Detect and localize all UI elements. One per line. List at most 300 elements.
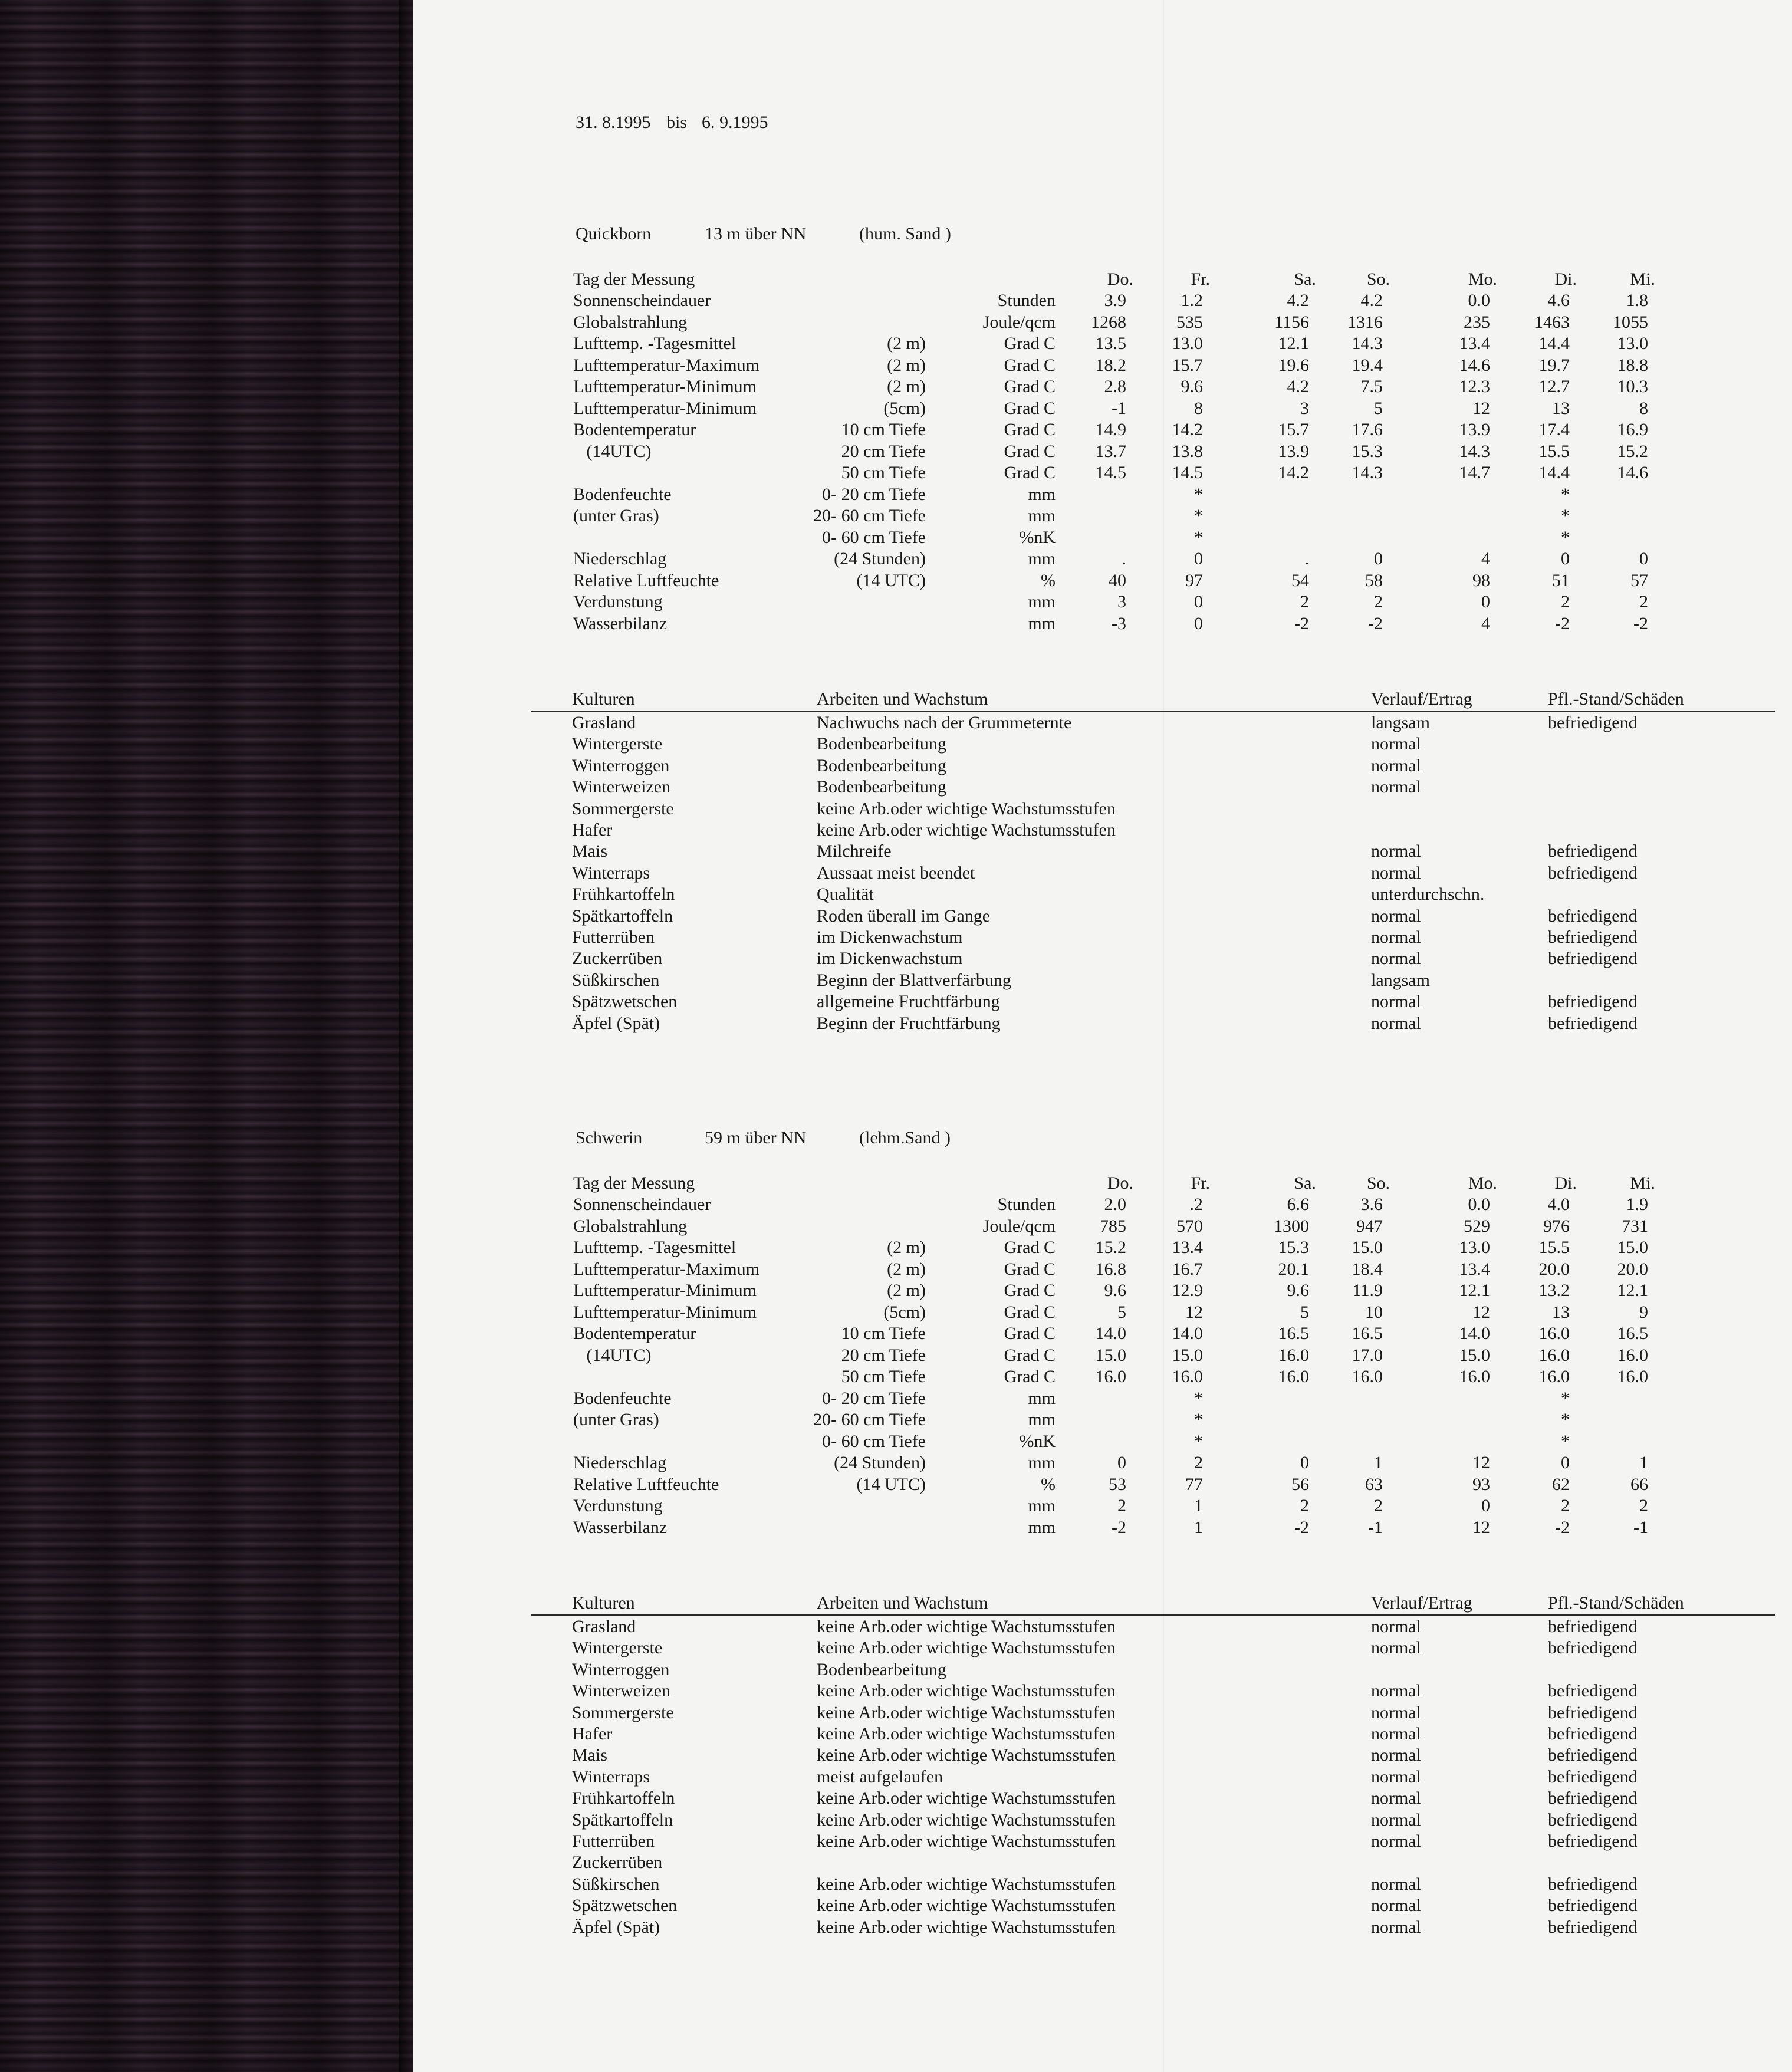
row-label: Lufttemperatur-Maximum: [573, 355, 759, 375]
cell-value: 13.9: [1459, 420, 1490, 439]
crop-cell: normal: [1371, 1638, 1421, 1658]
cell-value: 9.6: [1287, 1281, 1309, 1300]
cell-value: *: [1561, 506, 1570, 525]
cell-value: 4.2: [1360, 291, 1383, 310]
cell-value: 18.8: [1617, 355, 1648, 375]
crop-cell: normal: [1371, 1745, 1421, 1765]
cell-value: 14.9: [1095, 420, 1126, 439]
cell-value: 16.8: [1095, 1259, 1126, 1279]
crop-cell: keine Arb.oder wichtige Wachstumsstufen: [817, 1917, 1116, 1937]
cell-value: -2: [1294, 613, 1309, 633]
crop-cell: im Dickenwachstum: [817, 949, 963, 969]
row-label: (14UTC): [573, 441, 652, 461]
crop-cell: Winterroggen: [572, 1659, 670, 1679]
row-sub: 10 cm Tiefe: [841, 420, 926, 439]
cell-value: 8: [1639, 398, 1648, 418]
crop-cell: befriedigend: [1548, 1896, 1638, 1916]
cell-value: 2: [1374, 592, 1383, 611]
cell-value: 4.2: [1287, 291, 1309, 310]
period-bis: bis: [666, 113, 688, 132]
row-unit: Stunden: [997, 291, 1056, 310]
cell-value: 16.0: [1352, 1367, 1383, 1386]
cell-value: 40: [1109, 570, 1126, 590]
crops-header-0: Kulturen: [572, 1593, 635, 1613]
cell-value: 14.3: [1352, 463, 1383, 482]
crop-cell: allgemeine Fruchtfärbung: [817, 992, 1000, 1012]
row-unit: Grad C: [1004, 1281, 1056, 1300]
crop-cell: meist aufgelaufen: [817, 1767, 943, 1787]
crop-cell: Grasland: [572, 713, 636, 732]
crop-cell: normal: [1371, 1896, 1421, 1916]
crop-cell: Mais: [572, 841, 607, 861]
cell-value: 3: [1117, 592, 1126, 611]
cell-value: 17.6: [1352, 420, 1383, 439]
cell-value: 16.7: [1172, 1259, 1203, 1279]
cell-value: 15.5: [1538, 441, 1570, 461]
cell-value: 2: [1639, 592, 1648, 611]
crop-cell: Nachwuchs nach der Grummeternte: [817, 713, 1072, 732]
crop-cell: befriedigend: [1548, 1724, 1638, 1744]
cell-value: 0: [1300, 1453, 1309, 1472]
crop-cell: normal: [1371, 1810, 1421, 1830]
crop-cell: befriedigend: [1548, 992, 1638, 1012]
row-unit: Grad C: [1004, 377, 1056, 396]
row-label: Niederschlag: [573, 549, 667, 568]
crop-cell: keine Arb.oder wichtige Wachstumsstufen: [817, 1617, 1116, 1636]
crop-cell: keine Arb.oder wichtige Wachstumsstufen: [817, 1831, 1116, 1851]
row-label: Globalstrahlung: [573, 1216, 688, 1236]
crop-cell: Hafer: [572, 820, 613, 840]
crop-cell: normal: [1371, 1617, 1421, 1636]
crop-cell: keine Arb.oder wichtige Wachstumsstufen: [817, 1745, 1116, 1765]
row-label: Lufttemperatur-Minimum: [573, 377, 757, 396]
row-unit: mm: [1028, 484, 1056, 504]
cell-value: 0: [1561, 549, 1570, 568]
cell-value: 93: [1472, 1474, 1490, 1494]
cell-value: 0: [1374, 549, 1383, 568]
cell-value: 16.0: [1538, 1324, 1570, 1343]
cell-value: 10.3: [1617, 377, 1648, 396]
cell-value: 14.7: [1459, 463, 1490, 482]
station-name: Quickborn: [576, 224, 652, 244]
row-unit: mm: [1028, 592, 1056, 611]
crop-cell: Spätkartoffeln: [572, 1810, 673, 1830]
crop-cell: normal: [1371, 928, 1421, 947]
cell-value: 4.2: [1287, 377, 1309, 396]
cell-value: 54: [1291, 570, 1309, 590]
row-sub: 0- 20 cm Tiefe: [822, 1388, 926, 1408]
row-unit: mm: [1028, 506, 1056, 525]
cell-value: 1: [1194, 1517, 1203, 1537]
crops-divider: [531, 711, 1775, 712]
cell-value: 535: [1176, 312, 1203, 332]
cell-value: 14.2: [1172, 420, 1203, 439]
cell-value: -1: [1368, 1517, 1383, 1537]
crop-cell: Aussaat meist beendet: [817, 863, 975, 883]
cell-value: 13: [1552, 1302, 1570, 1322]
row-sub: (2 m): [887, 355, 926, 375]
row-unit: mm: [1028, 1453, 1056, 1472]
cell-value: 98: [1472, 570, 1490, 590]
cell-value: 947: [1356, 1216, 1383, 1236]
cell-value: 731: [1622, 1216, 1648, 1236]
cell-value: 235: [1464, 312, 1490, 332]
cell-value: 14.2: [1278, 463, 1309, 482]
cell-value: 6.6: [1287, 1195, 1309, 1214]
crop-cell: Winterweizen: [572, 1681, 671, 1701]
cell-value: 11.9: [1352, 1281, 1383, 1300]
cell-value: 19.6: [1278, 355, 1309, 375]
crop-cell: Frühkartoffeln: [572, 1788, 675, 1808]
day-header-3: So.: [1366, 269, 1390, 289]
cell-value: 0: [1481, 1496, 1490, 1515]
cell-value: -2: [1368, 613, 1383, 633]
crop-cell: Winterraps: [572, 863, 650, 883]
row-label: Niederschlag: [573, 1453, 667, 1472]
crop-cell: Winterweizen: [572, 777, 671, 797]
cell-value: 16.9: [1617, 420, 1648, 439]
crop-cell: Bodenbearbeitung: [817, 734, 946, 754]
cell-value: 20.0: [1617, 1259, 1648, 1279]
crop-cell: im Dickenwachstum: [817, 928, 963, 947]
cell-value: 14.3: [1352, 334, 1383, 353]
row-unit: Grad C: [1004, 463, 1056, 482]
row-sub: (2 m): [887, 1281, 926, 1300]
crop-cell: befriedigend: [1548, 863, 1638, 883]
cell-value: 13.8: [1172, 441, 1203, 461]
crop-cell: keine Arb.oder wichtige Wachstumsstufen: [817, 820, 1116, 840]
cell-value: 12.9: [1172, 1281, 1203, 1300]
row-label: Lufttemperatur-Minimum: [573, 398, 757, 418]
row-label: (14UTC): [573, 1345, 652, 1365]
cell-value: 1316: [1347, 312, 1383, 332]
row-label: Wasserbilanz: [573, 1517, 668, 1537]
row-sub: 10 cm Tiefe: [841, 1324, 926, 1343]
crop-cell: keine Arb.oder wichtige Wachstumsstufen: [817, 1724, 1116, 1744]
station-soil: (hum. Sand ): [859, 224, 951, 244]
cell-value: 14.0: [1172, 1324, 1203, 1343]
row-sub: 0- 60 cm Tiefe: [822, 1431, 926, 1451]
cell-value: 12: [1472, 1453, 1490, 1472]
row-sub: (2 m): [887, 377, 926, 396]
cell-value: 14.6: [1459, 355, 1490, 375]
cell-value: 5: [1374, 398, 1383, 418]
crop-cell: befriedigend: [1548, 1788, 1638, 1808]
station-soil: (lehm.Sand ): [859, 1128, 951, 1147]
crop-cell: Bodenbearbeitung: [817, 1659, 946, 1679]
station-elevation: 13 m über NN: [705, 224, 807, 244]
cell-value: 14.3: [1459, 441, 1490, 461]
crop-cell: Spätkartoffeln: [572, 906, 673, 926]
cell-value: 16.0: [1538, 1367, 1570, 1386]
crop-cell: unterdurchschn.: [1371, 884, 1485, 905]
cell-value: 14.0: [1095, 1324, 1126, 1343]
cell-value: 15.0: [1352, 1238, 1383, 1257]
crop-cell: Äpfel (Spät): [572, 1917, 660, 1937]
crop-cell: normal: [1371, 949, 1421, 969]
crop-cell: keine Arb.oder wichtige Wachstumsstufen: [817, 1810, 1116, 1830]
row-label: Lufttemperatur-Maximum: [573, 1259, 759, 1279]
cell-value: 97: [1185, 570, 1203, 590]
cell-value: 0.0: [1468, 291, 1490, 310]
cell-value: -1: [1112, 398, 1126, 418]
crop-cell: Futterrüben: [572, 1831, 655, 1851]
cell-value: 1156: [1274, 312, 1309, 332]
cell-value: 2: [1639, 1496, 1648, 1515]
cell-value: 16.5: [1617, 1324, 1648, 1343]
cell-value: 17.4: [1538, 420, 1570, 439]
row-unit: mm: [1028, 1496, 1056, 1515]
cell-value: -2: [1555, 613, 1570, 633]
row-unit: Grad C: [1004, 334, 1056, 353]
cell-value: 12: [1472, 398, 1490, 418]
cell-value: *: [1194, 506, 1203, 525]
row-label: Globalstrahlung: [573, 312, 688, 332]
cell-value: 9: [1639, 1302, 1648, 1322]
cell-value: 9.6: [1181, 377, 1203, 396]
crop-cell: Mais: [572, 1745, 607, 1765]
cell-value: 16.5: [1352, 1324, 1383, 1343]
crops-header-1: Arbeiten und Wachstum: [817, 1593, 988, 1613]
cell-value: 1268: [1091, 312, 1126, 332]
cell-value: -2: [1112, 1517, 1126, 1537]
row-label: Lufttemperatur-Minimum: [573, 1281, 757, 1300]
row-unit: Grad C: [1004, 420, 1056, 439]
cell-value: 12.1: [1617, 1281, 1648, 1300]
day-header-2: Sa.: [1294, 269, 1316, 289]
day-header-5: Di.: [1554, 269, 1577, 289]
document-page: [413, 0, 1792, 2072]
row-unit: Grad C: [1004, 441, 1056, 461]
crop-cell: befriedigend: [1548, 1013, 1638, 1033]
cell-value: 2.8: [1104, 377, 1126, 396]
row-unit: Grad C: [1004, 1367, 1056, 1386]
crop-cell: Hafer: [572, 1724, 613, 1744]
row-label: Sonnenscheindauer: [573, 1195, 711, 1214]
row-unit: Grad C: [1004, 398, 1056, 418]
cell-value: 3.6: [1360, 1195, 1383, 1214]
row-unit: Joule/qcm: [982, 312, 1056, 332]
crop-cell: Süßkirschen: [572, 970, 660, 990]
cell-value: 16.0: [1172, 1367, 1203, 1386]
crop-cell: normal: [1371, 1013, 1421, 1033]
cell-value: 14.4: [1538, 463, 1570, 482]
row-sub: 50 cm Tiefe: [841, 1367, 926, 1386]
row-unit: mm: [1028, 1517, 1056, 1537]
day-header-2: Sa.: [1294, 1173, 1316, 1193]
cell-value: 16.0: [1278, 1345, 1309, 1365]
crops-header-1: Arbeiten und Wachstum: [817, 689, 988, 709]
row-unit: Grad C: [1004, 1238, 1056, 1257]
cell-value: 2: [1561, 592, 1570, 611]
cell-value: 4.6: [1547, 291, 1570, 310]
cell-value: *: [1561, 1388, 1570, 1408]
cell-value: -1: [1633, 1517, 1648, 1537]
station-name: Schwerin: [576, 1128, 643, 1147]
crop-cell: befriedigend: [1548, 1681, 1638, 1701]
crops-header-2: Verlauf/Ertrag: [1371, 1593, 1472, 1613]
crops-header-2: Verlauf/Ertrag: [1371, 689, 1472, 709]
crop-cell: befriedigend: [1548, 906, 1638, 926]
row-sub: (5cm): [883, 1302, 926, 1322]
crop-cell: Zuckerrüben: [572, 949, 663, 969]
cell-value: 0: [1639, 549, 1648, 568]
cell-value: 15.3: [1278, 1238, 1309, 1257]
crop-cell: Frühkartoffeln: [572, 884, 675, 905]
crop-cell: befriedigend: [1548, 1767, 1638, 1787]
cell-value: 12.7: [1538, 377, 1570, 396]
cell-value: 16.0: [1617, 1367, 1648, 1386]
day-header-6: Mi.: [1630, 269, 1655, 289]
crop-cell: normal: [1371, 906, 1421, 926]
crop-cell: normal: [1371, 1767, 1421, 1787]
cell-value: 15.0: [1459, 1345, 1490, 1365]
cell-value: 0: [1117, 1453, 1126, 1472]
cell-value: 1.8: [1626, 291, 1648, 310]
row-unit: Stunden: [997, 1195, 1056, 1214]
crop-cell: Wintergerste: [572, 734, 663, 754]
row-label: Bodentemperatur: [573, 420, 696, 439]
crop-cell: Spätzwetschen: [572, 992, 678, 1012]
crop-cell: Bodenbearbeitung: [817, 755, 946, 775]
cell-value: 976: [1543, 1216, 1570, 1236]
cell-value: 12: [1472, 1517, 1490, 1537]
cell-value: 16.0: [1095, 1367, 1126, 1386]
cell-value: 13.4: [1459, 334, 1490, 353]
cell-value: 58: [1365, 570, 1383, 590]
cell-value: 0: [1481, 592, 1490, 611]
cell-value: 13.0: [1172, 334, 1203, 353]
row-unit: Grad C: [1004, 355, 1056, 375]
crop-cell: befriedigend: [1548, 1831, 1638, 1851]
scan-border: [0, 0, 413, 2072]
row-unit: Joule/qcm: [982, 1216, 1056, 1236]
row-sub: (24 Stunden): [834, 1453, 926, 1472]
cell-value: -2: [1294, 1517, 1309, 1537]
crop-cell: Beginn der Fruchtfärbung: [817, 1013, 1001, 1033]
cell-value: 12: [1472, 1302, 1490, 1322]
day-header-1: Fr.: [1191, 1173, 1210, 1193]
cell-value: 0: [1194, 549, 1203, 568]
cell-value: 2: [1561, 1496, 1570, 1515]
cell-value: 0: [1194, 613, 1203, 633]
crop-cell: normal: [1371, 1702, 1421, 1722]
crop-cell: Futterrüben: [572, 928, 655, 947]
row-label: (unter Gras): [573, 506, 659, 525]
crop-cell: befriedigend: [1548, 1874, 1638, 1894]
crop-cell: langsam: [1371, 970, 1430, 990]
cell-value: 0.0: [1468, 1195, 1490, 1214]
cell-value: 9.6: [1104, 1281, 1126, 1300]
cell-value: 15.7: [1278, 420, 1309, 439]
cell-value: 1055: [1613, 312, 1648, 332]
crop-cell: Süßkirschen: [572, 1874, 660, 1894]
cell-value: 1.9: [1626, 1195, 1648, 1214]
cell-value: *: [1561, 527, 1570, 547]
row-unit: Grad C: [1004, 1345, 1056, 1365]
cell-value: -2: [1633, 613, 1648, 633]
cell-value: 14.4: [1538, 334, 1570, 353]
crop-cell: Sommergerste: [572, 1702, 674, 1722]
cell-value: 785: [1100, 1216, 1126, 1236]
cell-value: -3: [1112, 613, 1126, 633]
row-label: Verdunstung: [573, 1496, 663, 1515]
cell-value: 53: [1109, 1474, 1126, 1494]
cell-value: 14.6: [1617, 463, 1648, 482]
crop-cell: befriedigend: [1548, 1810, 1638, 1830]
cell-value: 56: [1291, 1474, 1309, 1494]
cell-value: 15.2: [1617, 441, 1648, 461]
cell-value: 3.9: [1104, 291, 1126, 310]
row-sub: 20 cm Tiefe: [841, 1345, 926, 1365]
row-label: (unter Gras): [573, 1410, 659, 1429]
cell-value: *: [1194, 1431, 1203, 1451]
cell-value: 1: [1374, 1453, 1383, 1472]
cell-value: 62: [1552, 1474, 1570, 1494]
day-header-5: Di.: [1554, 1173, 1577, 1193]
row-label: Bodentemperatur: [573, 1324, 696, 1343]
cell-value: 15.7: [1172, 355, 1203, 375]
cell-value: 14.0: [1459, 1324, 1490, 1343]
cell-value: 13.4: [1459, 1259, 1490, 1279]
row-unit: %nK: [1019, 1431, 1056, 1451]
crop-cell: langsam: [1371, 713, 1430, 732]
day-header-0: Do.: [1107, 269, 1133, 289]
row-sub: (24 Stunden): [834, 549, 926, 568]
period-to: 6. 9.1995: [702, 113, 768, 132]
cell-value: 19.7: [1538, 355, 1570, 375]
row-sub: (2 m): [887, 1259, 926, 1279]
crops-divider: [531, 1614, 1775, 1616]
measure-header: Tag der Messung: [573, 1173, 695, 1193]
cell-value: 18.4: [1352, 1259, 1383, 1279]
cell-value: .: [1122, 549, 1126, 568]
row-unit: %: [1041, 1474, 1056, 1494]
day-header-4: Mo.: [1468, 269, 1497, 289]
crop-cell: Grasland: [572, 1617, 636, 1636]
crop-cell: keine Arb.oder wichtige Wachstumsstufen: [817, 1638, 1116, 1658]
cell-value: 51: [1552, 570, 1570, 590]
cell-value: 16.0: [1459, 1367, 1490, 1386]
cell-value: 18.2: [1095, 355, 1126, 375]
cell-value: 77: [1185, 1474, 1203, 1494]
crop-cell: Beginn der Blattverfärbung: [817, 970, 1011, 990]
cell-value: 20.0: [1538, 1259, 1570, 1279]
row-sub: 20 cm Tiefe: [841, 441, 926, 461]
crop-cell: befriedigend: [1548, 1702, 1638, 1722]
cell-value: 2: [1300, 592, 1309, 611]
cell-value: 12.1: [1278, 334, 1309, 353]
crop-cell: Winterroggen: [572, 755, 670, 775]
row-label: Lufttemp. -Tagesmittel: [573, 1238, 736, 1257]
cell-value: 15.2: [1095, 1238, 1126, 1257]
crop-cell: befriedigend: [1548, 841, 1638, 861]
crop-cell: Milchreife: [817, 841, 892, 861]
crop-cell: keine Arb.oder wichtige Wachstumsstufen: [817, 1896, 1116, 1916]
crop-cell: normal: [1371, 1681, 1421, 1701]
cell-value: 14.5: [1172, 463, 1203, 482]
cell-value: -2: [1555, 1517, 1570, 1537]
cell-value: 4: [1481, 549, 1490, 568]
cell-value: 13.2: [1538, 1281, 1570, 1300]
crops-header-0: Kulturen: [572, 689, 635, 709]
cell-value: 10: [1365, 1302, 1383, 1322]
crop-cell: normal: [1371, 755, 1421, 775]
cell-value: 12: [1185, 1302, 1203, 1322]
cell-value: 13.5: [1095, 334, 1126, 353]
cell-value: 15.3: [1352, 441, 1383, 461]
cell-value: 13.7: [1095, 441, 1126, 461]
